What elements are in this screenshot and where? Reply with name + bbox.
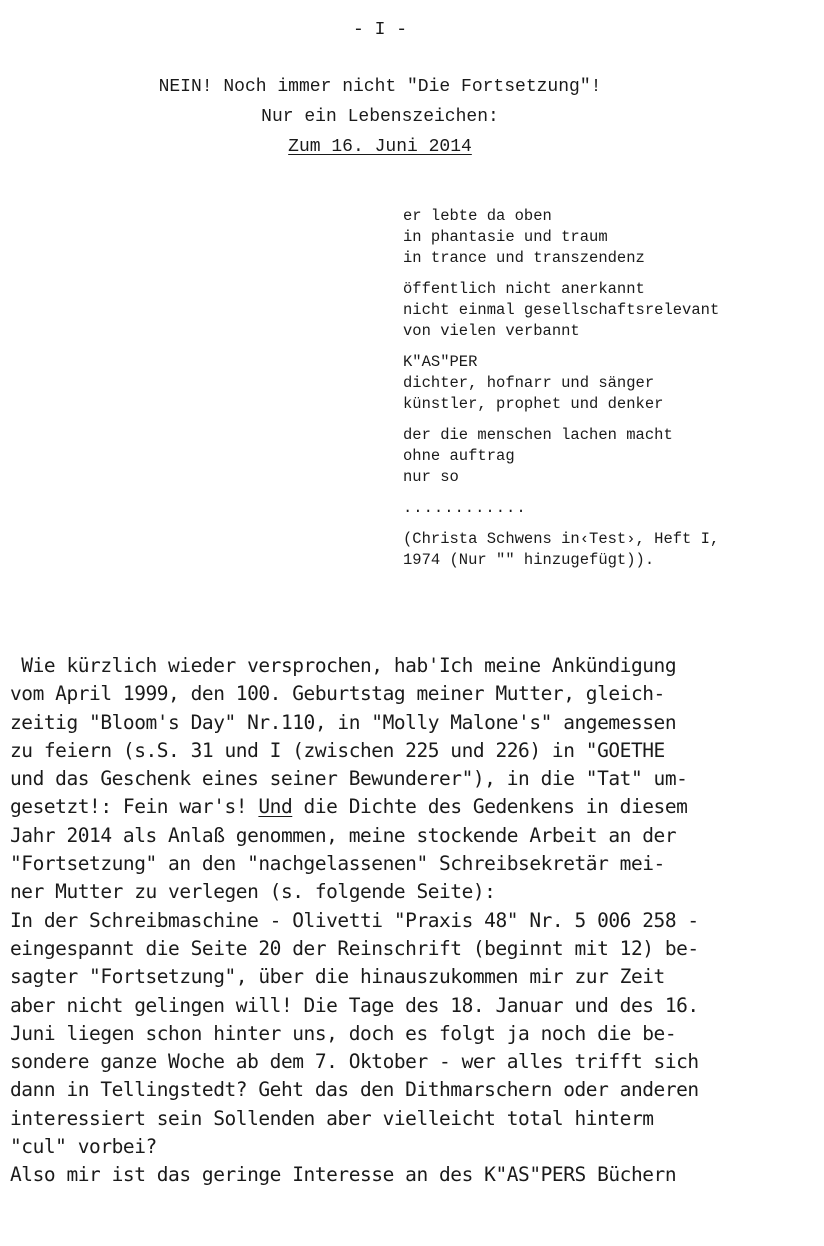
- poem-line: in phantasie und traum: [403, 228, 608, 246]
- poem-citation: [403, 529, 813, 571]
- citation-line: (Christa Schwens in‹Test›, Heft I,: [403, 530, 720, 548]
- heading-date-line: Zum 16. Juni 2014: [288, 137, 472, 157]
- poem-line: K"AS"PER: [403, 353, 478, 371]
- page-heading: [0, 72, 760, 162]
- body-text: [10, 652, 816, 1190]
- body-line: "cul" vorbei?: [10, 1135, 157, 1159]
- body-line: ner Mutter zu verlegen (s. folgende Seite):: [10, 880, 496, 904]
- body-line: Jahr 2014 als Anlaß genommen, meine stockende Arbeit an der: [10, 823, 677, 847]
- body-line: eingespannt die Seite 20 der Reinschrift (beginnt mit 12) be-: [10, 936, 699, 960]
- body-line: und das Geschenk eines seiner Bewunderer"), in die "Tat" um-: [10, 767, 688, 791]
- poem: [403, 206, 813, 571]
- poem-line: künstler, prophet und denker: [403, 395, 664, 413]
- body-line: zu feiern (s.S. 31 und I (zwischen 225 und 226) in "GOETHE: [10, 738, 665, 762]
- poem-stanza-3: [403, 352, 813, 415]
- body-line: aber nicht gelingen will! Die Tage des 18. Januar und des 16.: [10, 993, 699, 1017]
- poem-line: der die menschen lachen macht: [403, 426, 673, 444]
- body-line: interessiert sein Sollenden aber vielleicht total hinterm: [10, 1106, 654, 1130]
- poem-stanza-2: [403, 279, 813, 342]
- citation-line: 1974 (Nur "" hinzugefügt)).: [403, 551, 655, 569]
- poem-line: nicht einmal gesellschaftsrelevant: [403, 301, 720, 319]
- poem-line: nur so: [403, 468, 459, 486]
- poem-line: dichter, hofnarr und sänger: [403, 374, 655, 392]
- poem-stanza-1: [403, 206, 813, 269]
- body-line: vom April 1999, den 100. Geburtstag meiner Mutter, gleich-: [10, 682, 665, 706]
- body-line: sagter "Fortsetzung", über die hinauszukommen mir zur Zeit: [10, 965, 665, 989]
- body-line: Wie kürzlich wieder versprochen, hab'Ich meine Ankündigung: [10, 654, 677, 677]
- body-line: "Fortsetzung" an den "nachgelassenen" Schreibsekretär mei-: [10, 852, 665, 876]
- poem-ellipsis: ............: [403, 499, 527, 517]
- page-number: - I -: [352, 20, 407, 40]
- poem-line: in trance und transzendenz: [403, 249, 645, 267]
- body-line-segment: gesetzt!: Fein war's!: [10, 795, 259, 819]
- heading-line-1: NEIN! Noch immer nicht "Die Fortsetzung"!: [158, 77, 602, 97]
- body-line: [10, 793, 816, 821]
- body-line: Juni liegen schon hinter uns, doch es folgt ja noch die be-: [10, 1021, 677, 1045]
- heading-line-2: Nur ein Lebenszeichen:: [261, 107, 499, 127]
- poem-line: öffentlich nicht anerkannt: [403, 280, 645, 298]
- body-line: In der Schreibmaschine - Olivetti "Praxis 48" Nr. 5 006 258 -: [10, 908, 699, 932]
- poem-line: von vielen verbannt: [403, 322, 580, 340]
- body-line: dann in Tellingstedt? Geht das den Dithmarschern oder anderen: [10, 1078, 699, 1102]
- body-line: zeitig "Bloom's Day" Nr.110, in "Molly Malone's" angemessen: [10, 710, 677, 734]
- poem-line: ohne auftrag: [403, 447, 515, 465]
- poem-stanza-4: [403, 425, 813, 488]
- body-line-segment: die Dichte des Gedenkens in diesem: [292, 795, 688, 819]
- body-line: sondere ganze Woche ab dem 7. Oktober - wer alles trifft sich: [10, 1050, 699, 1074]
- body-line: Also mir ist das geringe Interesse an des K"AS"PERS Büchern: [10, 1163, 677, 1187]
- poem-line: er lebte da oben: [403, 207, 552, 225]
- underlined-word: Und: [258, 795, 293, 819]
